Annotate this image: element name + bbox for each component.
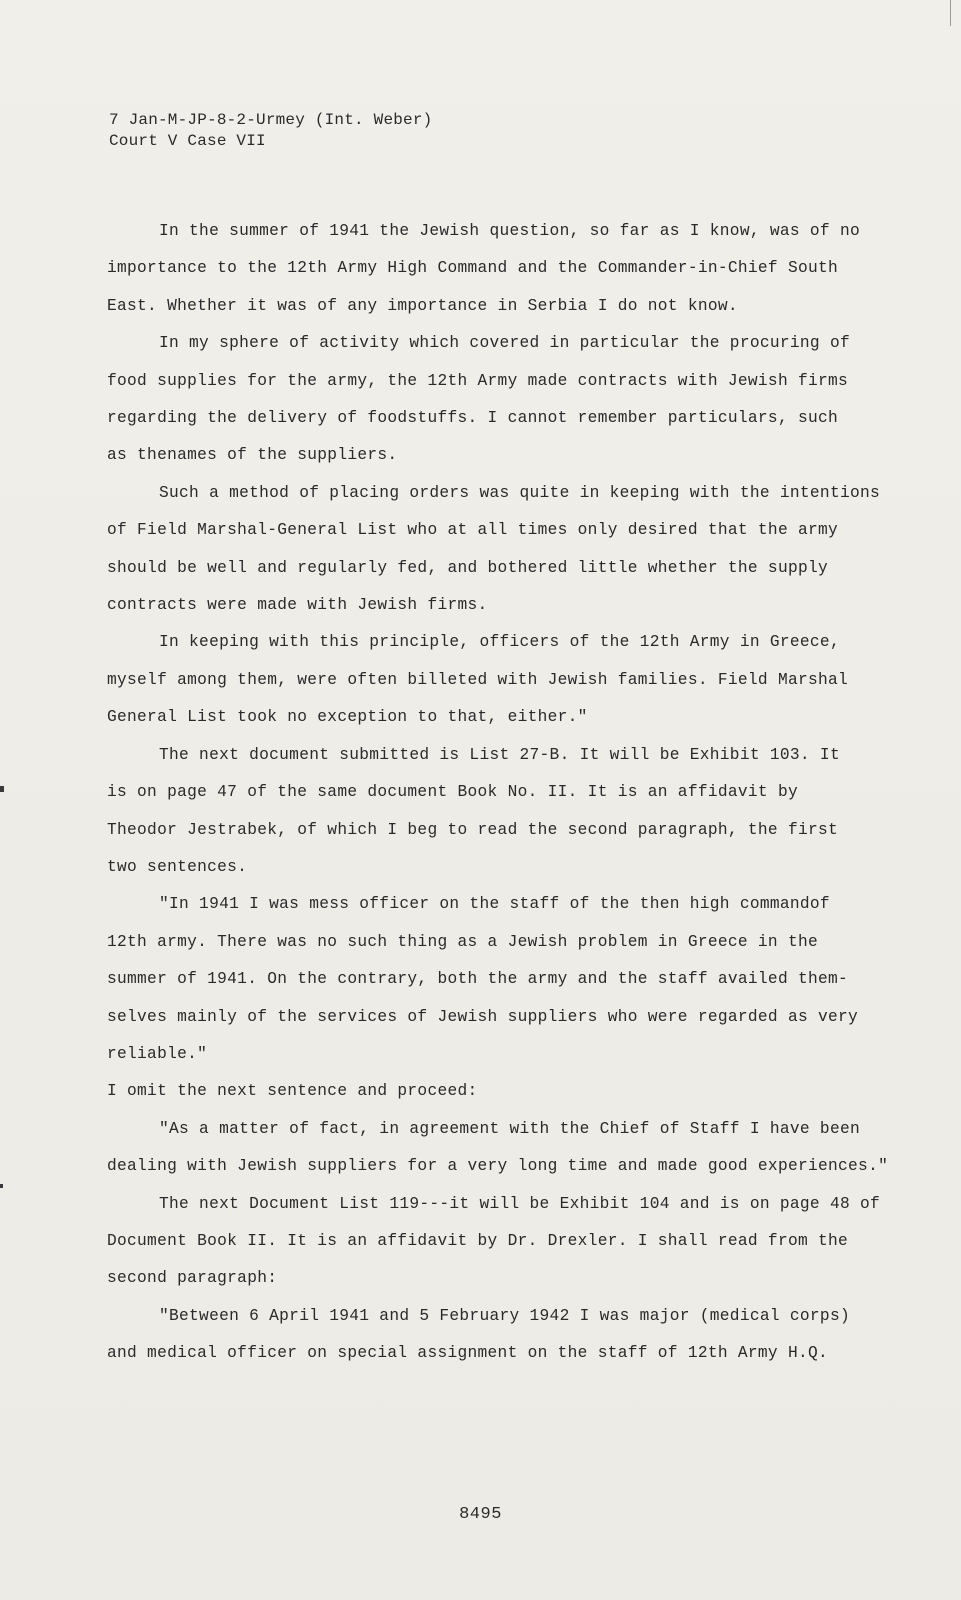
header-court-line: Court V Case VII — [109, 132, 266, 150]
text-line: regarding the delivery of foodstuffs. I cannot remember particulars, such — [107, 409, 839, 428]
text-line: In the summer of 1941 the Jewish question, so far as I know, was of no — [159, 222, 860, 240]
text-line: selves mainly of the services of Jewish suppliers who were regarded as very — [107, 1007, 859, 1026]
page-number: 8495 — [459, 1505, 502, 1524]
text-line: should be well and regularly fed, and bothered little whether the supply — [107, 558, 829, 577]
text-line: importance to the 12th Army High Command and the Commander-in-Chief South — [107, 259, 839, 278]
edge-mark — [0, 1184, 3, 1188]
document-body — [107, 213, 907, 1373]
text-line: "Between 6 April 1941 and 5 February 1942 I was major (medical corps) — [159, 1306, 850, 1325]
text-line: is on page 47 of the same document Book No. II. It is an affidavit by — [107, 783, 798, 802]
text-line: Theodor Jestrabek, of which I beg to read the second paragraph, the first — [107, 820, 839, 839]
text-line: East. Whether it was of any importance in Serbia I do not know. — [107, 296, 738, 315]
text-line: The next document submitted is List 27-B. It will be Exhibit 103. It — [159, 745, 840, 764]
text-line: myself among them, were often billeted with Jewish families. Field Marshal — [107, 670, 849, 689]
margin-mark — [950, 0, 951, 26]
text-line: 12th army. There was no such thing as a Jewish problem in Greece in the — [107, 932, 818, 951]
text-line: of Field Marshal-General List who at all times only desired that the army — [107, 521, 839, 540]
text-line: Such a method of placing orders was quite in keeping with the intentions — [159, 483, 881, 502]
edge-mark — [0, 786, 4, 792]
text-line: Document Book II. It is an affidavit by Dr. Drexler. I shall read from the — [107, 1231, 849, 1250]
document-header — [109, 110, 432, 152]
text-line: In my sphere of activity which covered in particular the procuring of — [159, 334, 850, 353]
text-line: contracts were made with Jewish firms. — [107, 596, 488, 615]
text-line: "As a matter of fact, in agreement with the Chief of Staff I have been — [159, 1119, 860, 1138]
text-line: summer of 1941. On the contrary, both the army and the staff availed them- — [107, 970, 849, 989]
header-reference-line: 7 Jan-M-JP-8-2-Urmey (Int. Weber) — [109, 111, 433, 129]
text-line: as thenames of the suppliers. — [107, 446, 398, 465]
text-line: two sentences. — [107, 857, 248, 876]
text-line: food supplies for the army, the 12th Army made contracts with Jewish firms — [107, 371, 849, 390]
text-line: General List took no exception to that, either." — [107, 708, 588, 727]
text-line: In keeping with this principle, officers of the 12th Army in Greece, — [159, 633, 840, 652]
text-line: I omit the next sentence and proceed: — [107, 1082, 478, 1101]
text-line: dealing with Jewish suppliers for a very long time and made good experiences." — [107, 1157, 889, 1176]
text-line: second paragraph: — [107, 1269, 278, 1288]
text-line: reliable." — [107, 1044, 208, 1063]
text-line: The next Document List 119---it will be Exhibit 104 and is on page 48 of — [159, 1194, 881, 1213]
text-line: and medical officer on special assignment on the staff of 12th Army H.Q. — [107, 1344, 829, 1363]
text-line: "In 1941 I was mess officer on the staff of the then high commandof — [159, 895, 830, 914]
